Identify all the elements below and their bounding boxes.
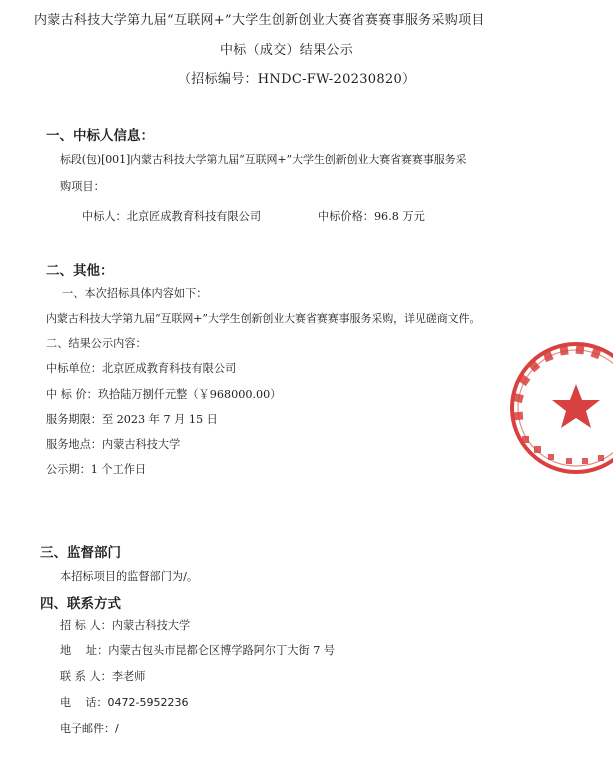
section-4-heading: 四、联系方式 [40, 596, 121, 612]
notice-period: 公示期：1 个工作日 [46, 463, 147, 476]
winning-unit: 中标单位：北京匠成教育科技有限公司 [46, 362, 237, 375]
official-seal-icon [506, 338, 613, 478]
content-item-1: 一、本次招标具体内容如下： [62, 287, 208, 300]
title-line-3: （招标编号：HNDC-FW-20230820） [178, 72, 416, 87]
winning-price: 中标价格：96.8 万元 [318, 210, 425, 223]
section-3-heading: 三、监督部门 [40, 545, 121, 561]
winning-amount: 中 标 价：玖拾陆万捌仟元整（￥968000.00） [46, 388, 282, 401]
contact-phone: 电 话：0472-5952236 [60, 696, 189, 709]
lot-line-1: 标段(包)[001]内蒙古科技大学第九届“互联网+”大学生创新创业大赛省赛赛事服务采 [60, 153, 467, 166]
contact-address: 地 址：内蒙古包头市昆都仑区博学路阿尔丁大街 7 号 [60, 644, 336, 657]
supervision-text: 本招标项目的监督部门为/。 [60, 570, 199, 583]
service-period: 服务期限：至 2023 年 7 月 15 日 [46, 413, 218, 426]
service-place: 服务地点：内蒙古科技大学 [46, 438, 181, 451]
section-1-heading: 一、中标人信息： [46, 128, 154, 144]
contact-tenderer: 招 标 人：内蒙古科技大学 [60, 619, 191, 632]
winner-name: 中标人：北京匠成教育科技有限公司 [82, 210, 262, 223]
title-line-1: 内蒙古科技大学第九届“互联网+”大学生创新创业大赛省赛赛事服务采购项目 [34, 13, 485, 28]
content-item-1-detail: 内蒙古科技大学第九届“互联网+”大学生创新创业大赛省赛赛事服务采购，详见磋商文件。 [46, 312, 481, 325]
title-line-2: 中标（成交）结果公示 [220, 43, 354, 58]
lot-line-2: 购项目： [60, 180, 105, 193]
section-2-heading: 二、其他： [46, 263, 114, 279]
contact-person: 联 系 人：李老师 [60, 670, 146, 683]
contact-email: 电子邮件：/ [60, 722, 119, 735]
content-item-2: 二、结果公示内容： [46, 337, 147, 350]
